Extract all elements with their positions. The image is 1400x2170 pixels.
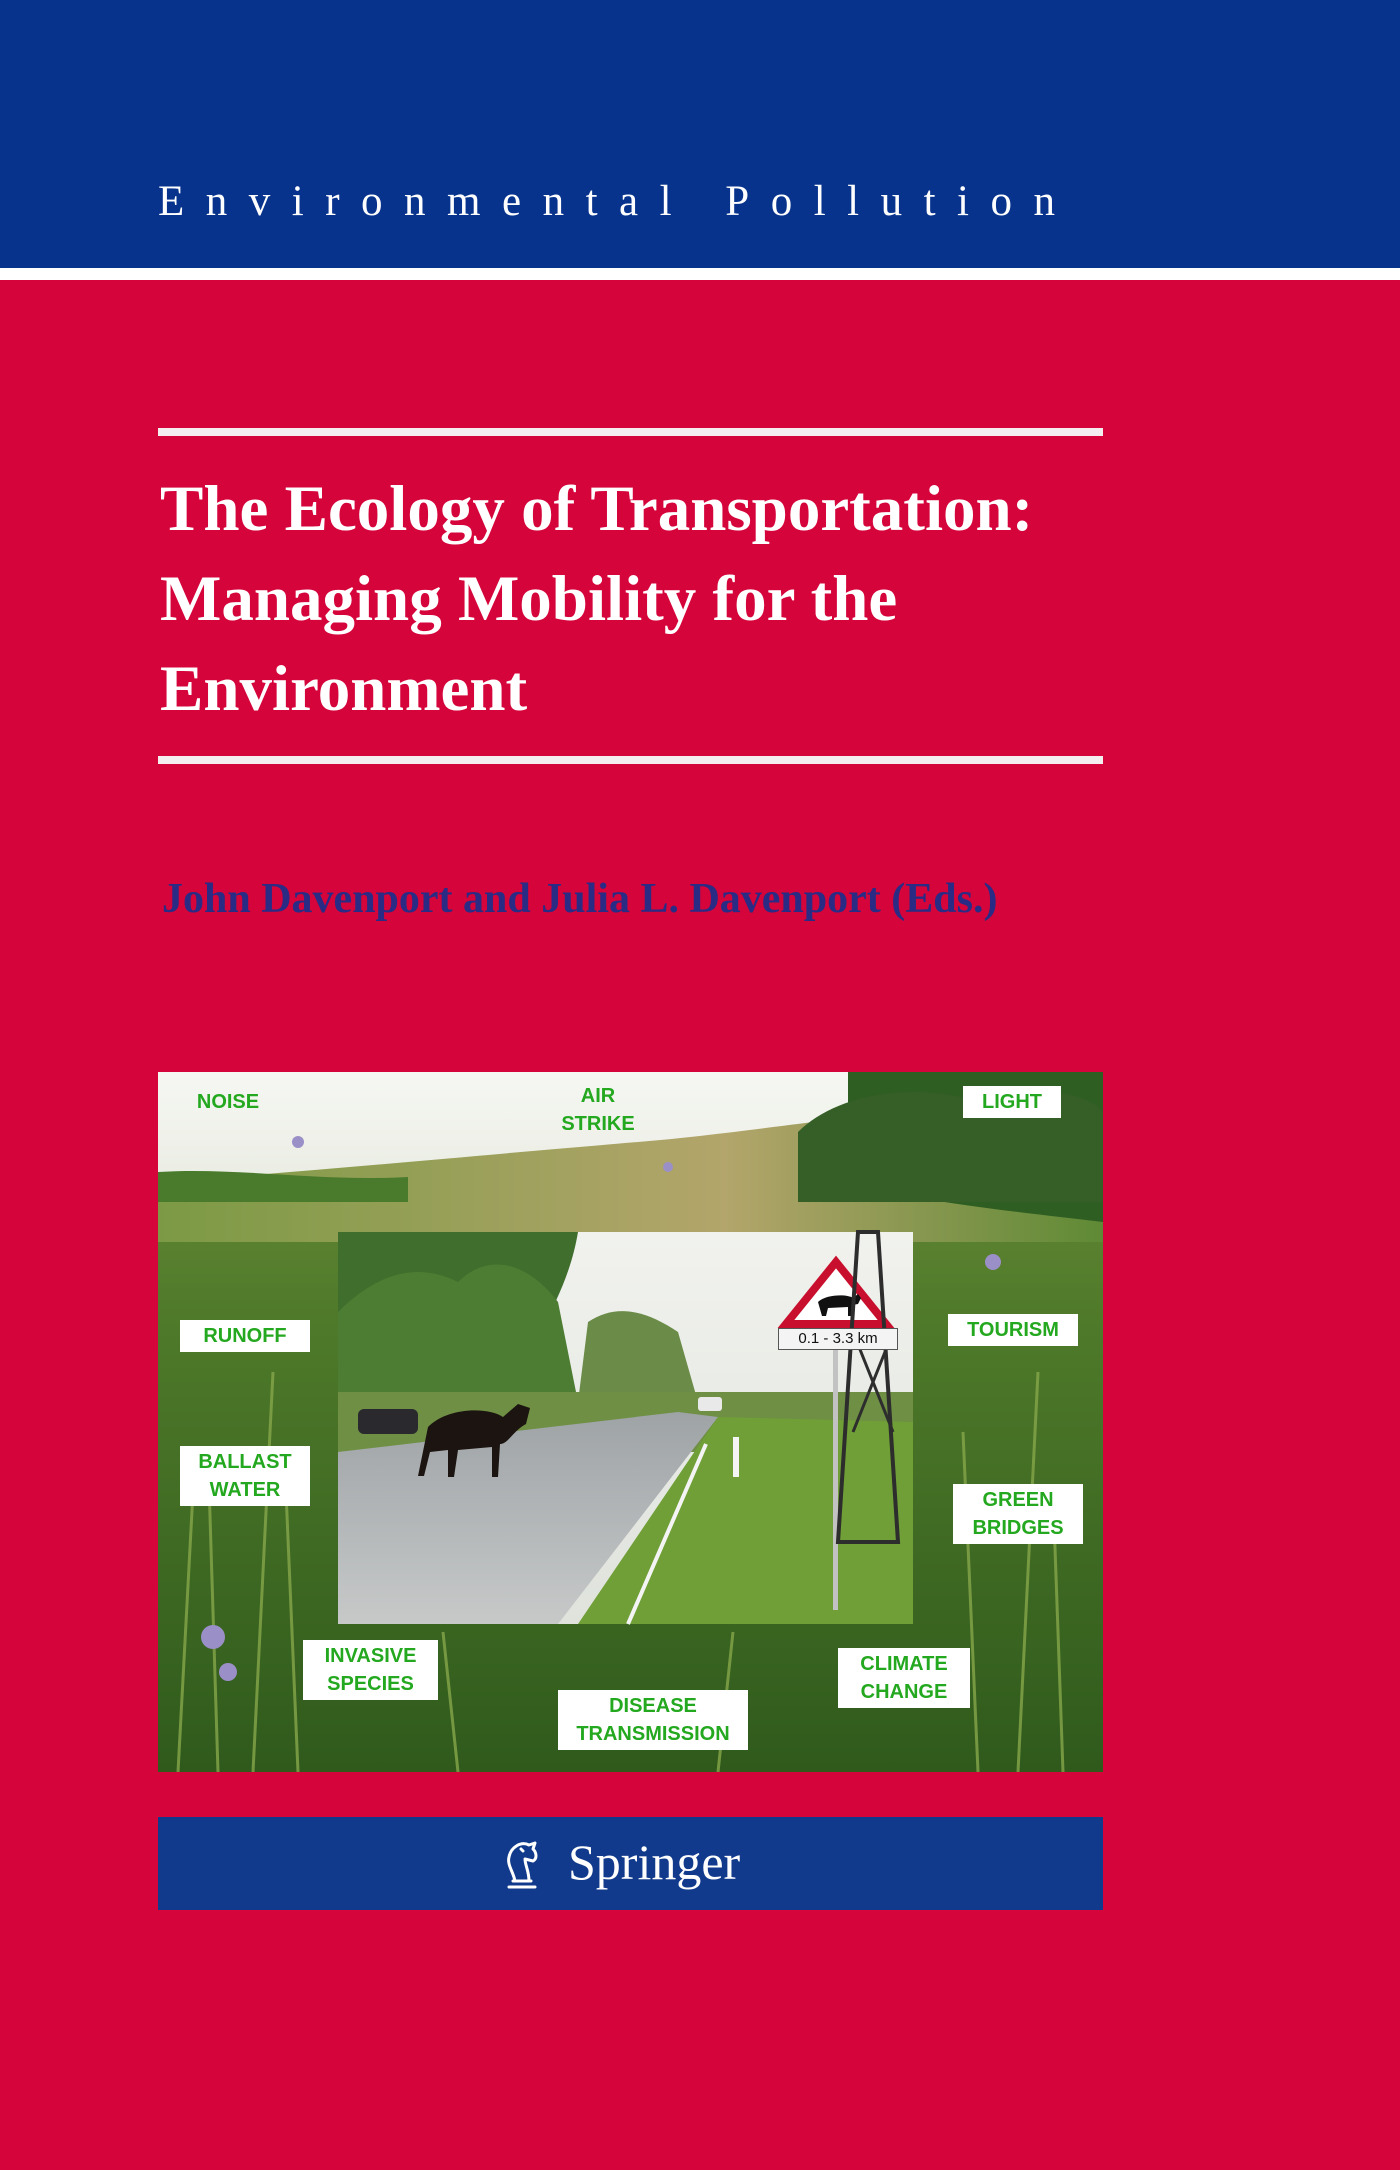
label-runoff: RUNOFF [180, 1320, 310, 1352]
label-disease-transmission: DISEASE TRANSMISSION [558, 1690, 748, 1750]
sign-distance-plate: 0.1 - 3.3 km [778, 1328, 898, 1350]
springer-knight-logo-icon [491, 1835, 551, 1895]
series-name: Environmental Pollution [158, 178, 1077, 225]
label-green-bridges: GREEN BRIDGES [953, 1484, 1083, 1544]
label-air-strike: AIR STRIKE [561, 1085, 635, 1135]
label-tourism: TOURISM [948, 1314, 1078, 1346]
series-band [0, 0, 1400, 268]
title-line-3: Environment [160, 653, 528, 725]
publisher-name: Springer [568, 1834, 741, 1890]
editors: John Davenport and Julia L. Davenport (Eds.) [162, 876, 998, 922]
label-climate-change: CLIMATE CHANGE [838, 1648, 970, 1708]
label-ballast-water: BALLAST WATER [180, 1446, 310, 1506]
label-light: LIGHT [963, 1086, 1061, 1118]
band-divider [0, 268, 1400, 280]
cover-photo [158, 1072, 1103, 1772]
label-noise: NOISE [196, 1091, 260, 1113]
book-title [160, 464, 1160, 734]
title-line-2: Managing Mobility for the [160, 563, 898, 635]
title-rule-bottom [158, 756, 1103, 764]
title-line-1: The Ecology of Transportation: [160, 473, 1034, 545]
title-rule-top [158, 428, 1103, 436]
label-invasive-species: INVASIVE SPECIES [303, 1640, 438, 1700]
publisher-bar [158, 1817, 1103, 1910]
